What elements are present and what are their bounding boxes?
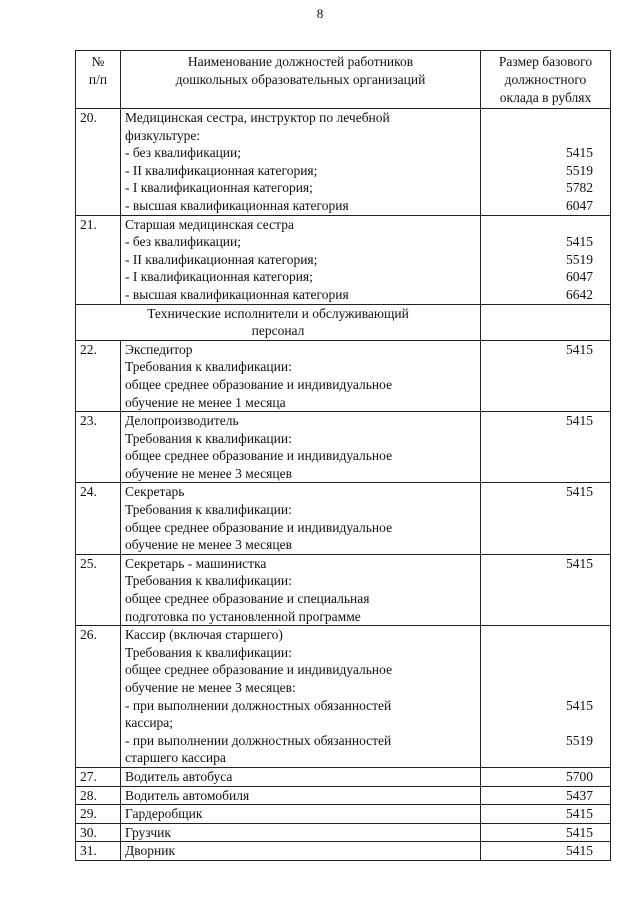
salary-cell [481, 109, 611, 216]
row-number: 29. [76, 805, 121, 824]
position-name-line: Требования к квалификации: [125, 573, 292, 589]
salary-value [481, 572, 593, 590]
table-row [76, 340, 611, 411]
salary-value: 5700 [566, 768, 593, 784]
salary-value [481, 216, 593, 234]
salary-value: 5415 [566, 806, 593, 822]
table-row [76, 626, 611, 768]
position-name-line: Требования к квалификации: [125, 502, 292, 518]
salary-value [481, 749, 593, 767]
position-name-line: Секретарь [125, 484, 185, 500]
page-number: 8 [316, 6, 324, 21]
salary-cell [481, 842, 611, 861]
position-name-line: старшего кассира [125, 750, 226, 766]
section-row [76, 304, 611, 340]
position-name-line: Водитель автобуса [125, 768, 233, 784]
salary-value: 6642 [566, 286, 593, 302]
header-num-line: п/п [88, 72, 108, 87]
row-number: 20. [76, 109, 121, 216]
position-name-cell [121, 805, 481, 824]
position-name-cell [121, 109, 481, 216]
salary-cell [481, 626, 611, 768]
table-body [76, 109, 611, 861]
header-salary-line: должностного [504, 72, 587, 87]
salary-value: 5415 [566, 843, 593, 859]
position-name-line: обучение не менее 1 месяца [125, 394, 286, 410]
row-number: 23. [76, 412, 121, 483]
position-name-line: Требования к квалификации: [125, 644, 292, 660]
position-name-line: подготовка по установленной программе [125, 608, 361, 624]
position-name-line: обучение не менее 3 месяцев [125, 465, 292, 481]
salary-value [481, 608, 593, 626]
salary-value: 5415 [566, 234, 593, 250]
position-name-cell [121, 786, 481, 805]
position-name-line: обучение не менее 3 месяцев [125, 537, 292, 553]
salary-cell [481, 412, 611, 483]
salary-value: 5415 [566, 341, 593, 357]
table-row [76, 767, 611, 786]
header-num [76, 51, 121, 109]
salary-value: 6047 [566, 269, 593, 285]
salary-cell [481, 215, 611, 304]
salary-cell [481, 786, 611, 805]
row-number: 21. [76, 215, 121, 304]
salary-value: 5519 [566, 732, 593, 748]
salary-value: 5415 [566, 484, 593, 500]
salary-value [481, 501, 593, 519]
salary-value: 5519 [566, 251, 593, 267]
position-name-line: Грузчик [125, 824, 171, 840]
salary-value [481, 109, 593, 127]
position-name-line: Медицинская сестра, инструктор по лечебной [125, 110, 390, 125]
salary-value [481, 536, 593, 554]
salary-cell [481, 554, 611, 625]
table-row [76, 786, 611, 805]
salary-value [481, 519, 593, 537]
salary-cell [481, 340, 611, 411]
position-name-line: общее среднее образование и индивидуальное [125, 448, 393, 464]
salary-cell [481, 767, 611, 786]
salary-value [481, 447, 593, 465]
row-number: 25. [76, 554, 121, 625]
header-position-name [121, 51, 481, 109]
position-name-line: Экспедитор [125, 341, 193, 357]
position-name-line: кассира; [125, 715, 174, 731]
header-name-line: дошкольных образовательных организаций [175, 72, 426, 87]
salary-value [481, 714, 593, 732]
salary-value: 5415 [566, 145, 593, 161]
position-name-line: Делопроизводитель [125, 413, 239, 429]
salary-value: 6047 [566, 197, 593, 213]
header-salary-line: Размер базового [498, 54, 593, 69]
position-name-line: - I квалификационная категория; [125, 269, 313, 285]
table-row [76, 412, 611, 483]
header-num-line: № [91, 54, 105, 69]
position-name-cell [121, 842, 481, 861]
table-row [76, 215, 611, 304]
position-name-line: - при выполнении должностных обязанностей [125, 697, 392, 713]
position-name-cell [121, 823, 481, 842]
salary-value [481, 376, 593, 394]
position-name-line: общее среднее образование и специальная [125, 591, 370, 607]
section-value-cell [481, 304, 611, 340]
salary-value: 5519 [566, 162, 593, 178]
section-title [76, 304, 481, 340]
position-name-line: - II квалификационная категория; [125, 162, 318, 178]
position-name-cell [121, 412, 481, 483]
position-name-line: Дворник [125, 843, 175, 859]
position-name-line: физкультуре: [125, 127, 201, 143]
table-row [76, 554, 611, 625]
salary-cell [481, 483, 611, 554]
row-number: 31. [76, 842, 121, 861]
salary-value: 5415 [566, 413, 593, 429]
salary-value: 5415 [566, 824, 593, 840]
section-title-line: персонал [251, 323, 305, 339]
position-name-line: - II квалификационная категория; [125, 251, 318, 267]
table-row [76, 823, 611, 842]
position-name-line: - без квалификации; [125, 145, 241, 161]
salary-value [481, 127, 593, 145]
row-number: 22. [76, 340, 121, 411]
header-salary [481, 51, 611, 109]
position-name-line: Старшая медицинская сестра [125, 216, 294, 232]
table-header-row [76, 51, 611, 109]
position-name-line: Гардеробщик [125, 806, 203, 822]
position-name-line: - при выполнении должностных обязанностей [125, 732, 392, 748]
salary-value [481, 430, 593, 448]
position-name-line: общее среднее образование и индивидуальное [125, 376, 393, 392]
position-name-line: - высшая квалификационная категория [125, 286, 349, 302]
position-name-line: - высшая квалификационная категория [125, 197, 349, 213]
salary-value [481, 626, 593, 644]
section-title-line: Технические исполнители и обслуживающий [147, 305, 409, 321]
position-name-line: общее среднее образование и индивидуальное [125, 519, 393, 535]
salary-value [481, 394, 593, 412]
header-name-line: Наименование должностей работников [187, 54, 414, 69]
salary-value [481, 679, 593, 697]
salary-value [481, 590, 593, 608]
row-number: 26. [76, 626, 121, 768]
row-number: 30. [76, 823, 121, 842]
position-name-cell [121, 626, 481, 768]
salary-value [481, 644, 593, 662]
salary-cell [481, 805, 611, 824]
salary-value: 5415 [566, 697, 593, 713]
table-row [76, 805, 611, 824]
position-name-line: - I квалификационная категория; [125, 180, 313, 196]
salary-value [481, 358, 593, 376]
position-name-line: Водитель автомобиля [125, 787, 250, 803]
position-name-line: Секретарь - машинистка [125, 555, 267, 571]
table-row [76, 483, 611, 554]
header-salary-line: оклада в рублях [499, 90, 592, 105]
position-name-line: Требования к квалификации: [125, 430, 292, 446]
position-name-cell [121, 554, 481, 625]
table-row [76, 842, 611, 861]
salary-value [481, 465, 593, 483]
position-name-line: обучение не менее 3 месяцев: [125, 680, 296, 695]
position-name-line: Требования к квалификации: [125, 359, 292, 375]
salary-value: 5437 [566, 787, 593, 803]
position-name-cell [121, 340, 481, 411]
row-number: 28. [76, 786, 121, 805]
position-name-line: Кассир (включая старшего) [125, 627, 283, 643]
position-name-cell [121, 767, 481, 786]
position-name-cell [121, 215, 481, 304]
salary-table [75, 50, 611, 861]
salary-cell [481, 823, 611, 842]
row-number: 24. [76, 483, 121, 554]
salary-value: 5782 [566, 180, 593, 196]
salary-value [481, 661, 593, 679]
row-number: 27. [76, 767, 121, 786]
table-row [76, 109, 611, 216]
position-name-cell [121, 483, 481, 554]
position-name-line: - без квалификации; [125, 234, 241, 250]
salary-value: 5415 [566, 555, 593, 571]
position-name-line: общее среднее образование и индивидуальное [125, 662, 393, 678]
